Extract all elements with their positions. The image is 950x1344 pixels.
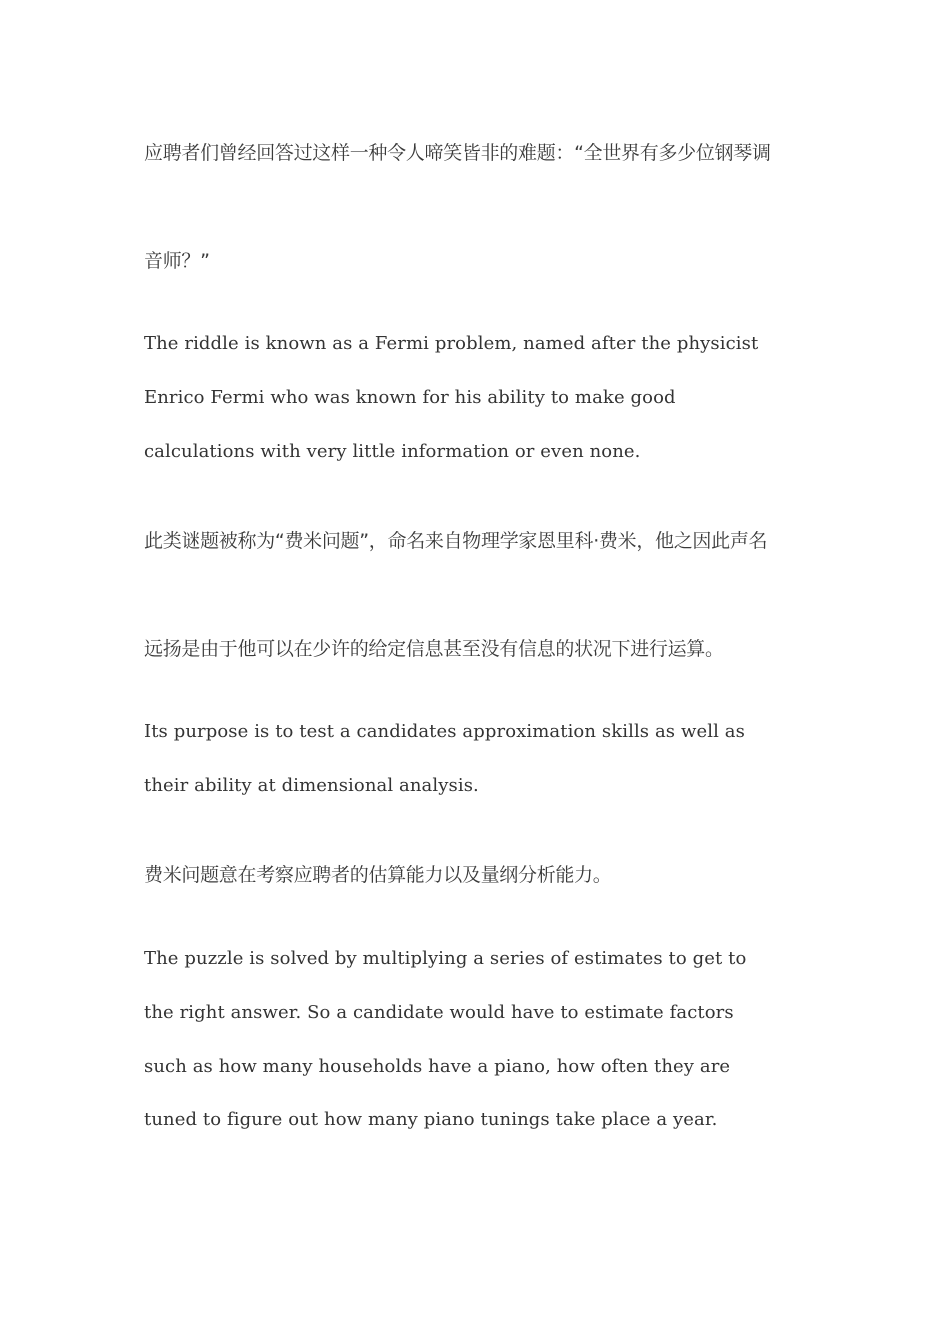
paragraph-1-line-2: 音师？”: [144, 250, 210, 272]
paragraph-4-line-1: Its purpose is to test a candidates approximation skills as well as: [144, 721, 745, 742]
paragraph-6-line-3: such as how many households have a piano, how often they are: [144, 1056, 731, 1077]
paragraph-2-line-3: calculations with very little information or even none.: [144, 441, 641, 462]
paragraph-6-line-2: the right answer. So a candidate would have to estimate factors: [144, 1002, 734, 1023]
paragraph-1-line-1: 应聘者们曾经回答过这样一种令人啼笑皆非的难题：“全世界有多少位钢琴调: [144, 142, 771, 164]
paragraph-5-line-1: 费米问题意在考察应聘者的估算能力以及量纲分析能力。: [144, 864, 612, 886]
paragraph-3-line-2: 远扬是由于他可以在少许的给定信息甚至没有信息的状况下进行运算。: [144, 638, 724, 660]
paragraph-6-line-4: tuned to figure out how many piano tunings take place a year.: [144, 1109, 718, 1130]
paragraph-6-line-1: The puzzle is solved by multiplying a series of estimates to get to: [144, 948, 747, 969]
paragraph-2-line-2: Enrico Fermi who was known for his ability to make good: [144, 387, 676, 408]
paragraph-2-line-1: The riddle is known as a Fermi problem, named after the physicist: [144, 333, 759, 354]
paragraph-4-line-2: their ability at dimensional analysis.: [144, 775, 479, 796]
paragraph-3-line-1: 此类谜题被称为“费米问题”，命名来自物理学家恩里科·费米，他之因此声名: [144, 530, 768, 552]
